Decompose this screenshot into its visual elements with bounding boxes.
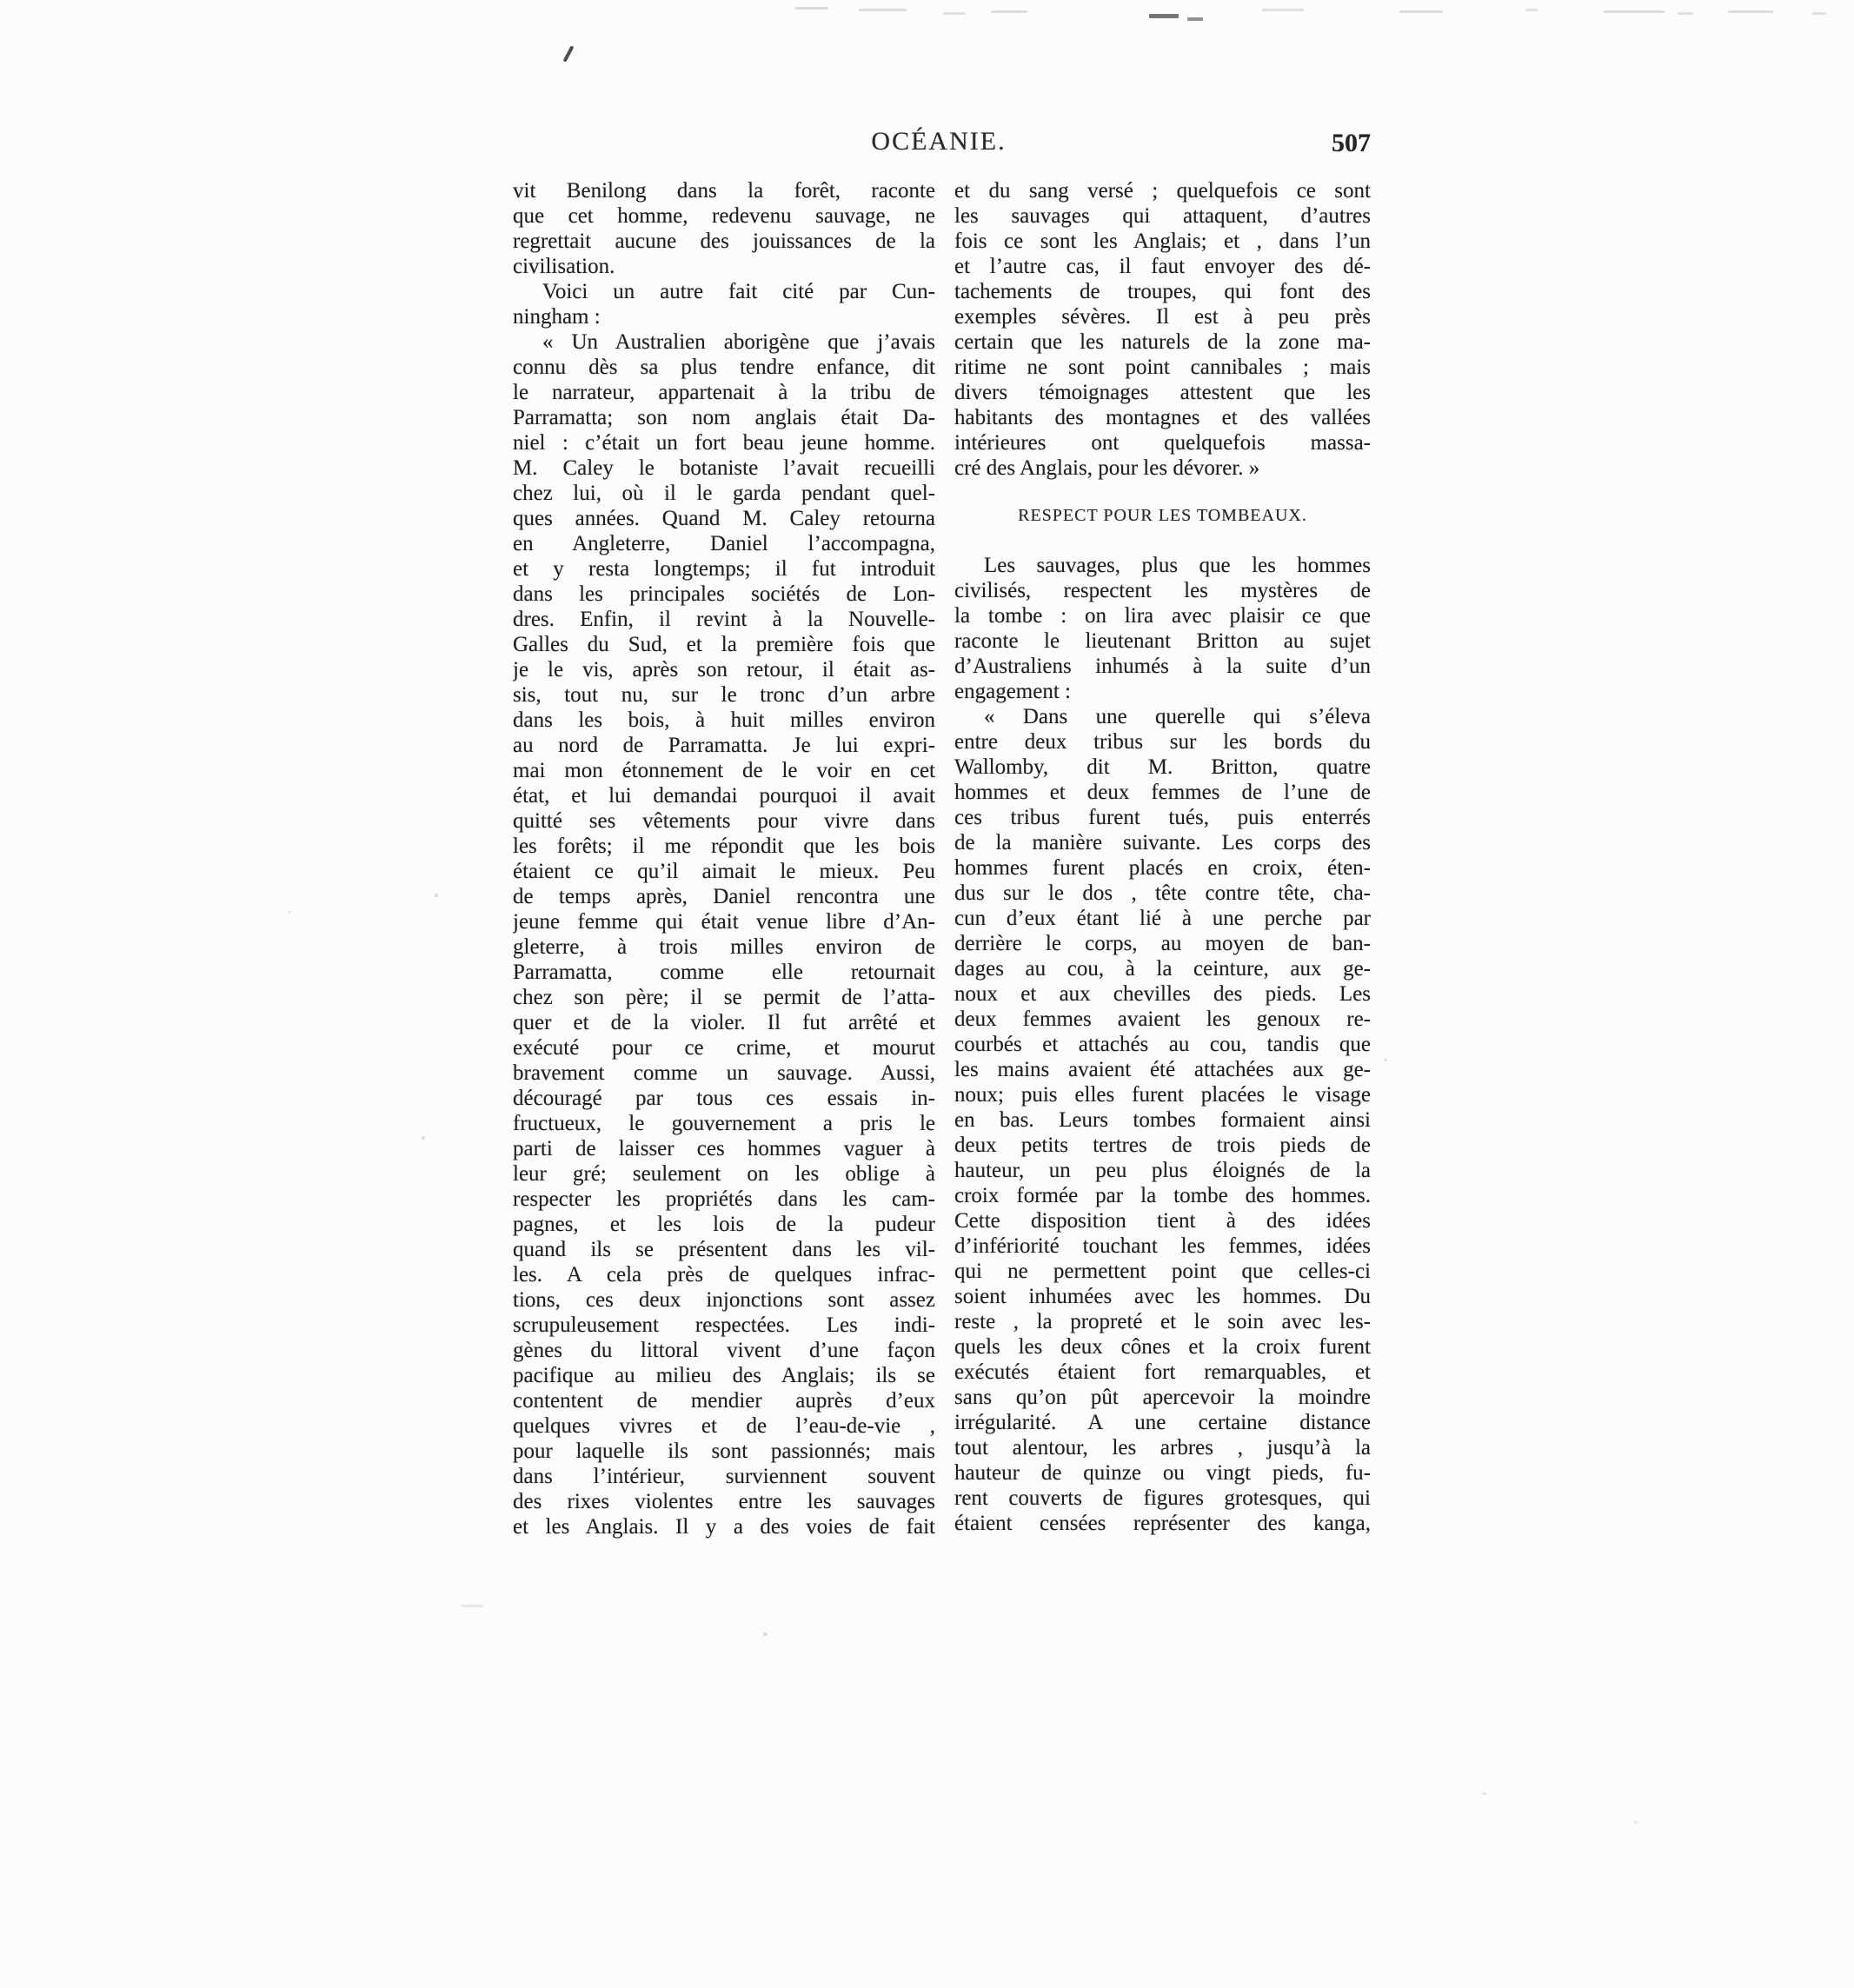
text-line: pour laquelle ils sont passionnés; mais [513, 1439, 935, 1463]
text-line: Parramatta, comme elle retournait [513, 961, 935, 984]
text-line: dres. Enfin, il revint à la Nouvelle- [513, 608, 935, 631]
text-line: gènes du littoral vivent d’une façon [513, 1339, 935, 1362]
text-line: irrégularité. A une certaine distance [954, 1411, 1371, 1434]
text-line: chez son père; il se permit de l’atta- [513, 986, 935, 1009]
paragraph [954, 553, 1371, 704]
ink-tick-mark [563, 45, 575, 63]
text-line: de la manière suivante. Les corps des [954, 831, 1371, 854]
text-line: contentent de mendier auprès d’eux [513, 1389, 935, 1413]
text-line: entre deux tribus sur les bords du [954, 730, 1371, 754]
text-line: de temps après, Daniel rencontra une [513, 885, 935, 908]
text-line: les mains avaient été attachées aux ge- [954, 1058, 1371, 1081]
text-line: au nord de Parramatta. Je lui expri- [513, 734, 935, 757]
text-line: ces tribus furent tués, puis enterrés [954, 806, 1371, 829]
text-line: derrière le corps, au moyen de ban- [954, 932, 1371, 955]
text-line: exécutés étaient fort remarquables, et [954, 1360, 1371, 1384]
text-line: le narrateur, appartenait à la tribu de [513, 381, 935, 404]
text-line: étaient ce qu’il aimait le mieux. Peu [513, 860, 935, 883]
text-line: fructueux, le gouvernement a pris le [513, 1112, 935, 1135]
text-line: bravement comme un sauvage. Aussi, [513, 1061, 935, 1085]
text-line: tachements de troupes, qui font des [954, 280, 1371, 303]
text-line: dages au cou, à la ceinture, aux ge- [954, 957, 1371, 981]
text-line: scrupuleusement respectées. Les indi- [513, 1313, 935, 1337]
paragraph [513, 279, 935, 329]
text-line: deux petits tertres de trois pieds de [954, 1134, 1371, 1157]
text-line: certain que les naturels de la zone ma- [954, 330, 1371, 354]
text-line: engagement : [954, 680, 1071, 703]
text-line: ques années. Quand M. Caley retourna [513, 507, 935, 530]
text-line: Voici un autre fait cité par Cun- [542, 280, 935, 303]
text-line: respecter les propriétés dans les cam- [513, 1187, 935, 1211]
text-line: soient inhumées avec les hommes. Du [954, 1285, 1371, 1308]
text-line: noux; puis elles furent placées le visage [954, 1083, 1371, 1107]
text-line: dans les principales sociétés de Lon- [513, 582, 935, 606]
text-line: hauteur, un peu plus éloignés de la [954, 1159, 1371, 1182]
text-line: cun d’eux étant lié à une perche par [954, 907, 1371, 930]
text-line: hauteur de quinze ou vingt pieds, fu- [954, 1461, 1371, 1485]
text-line: habitants des montagnes et des vallées [954, 406, 1371, 429]
text-line: ritime ne sont point cannibales ; mais [954, 356, 1371, 379]
text-line: noux et aux chevilles des pieds. Les [954, 982, 1371, 1006]
paragraph [513, 178, 935, 279]
text-line: hommes furent placés en croix, éten- [954, 856, 1371, 880]
text-line: civilisés, respectent les mystères de [954, 579, 1371, 602]
text-line: et du sang versé ; quelquefois ce sont [954, 179, 1371, 203]
page-number: 507 [1332, 129, 1371, 157]
text-line: Parramatta; son nom anglais était Da- [513, 406, 935, 429]
text-line: d’Australiens inhumés à la suite d’un [954, 655, 1371, 678]
text-line: vit Benilong dans la forêt, raconte [513, 179, 935, 203]
text-line: dus sur le dos , tête contre tête, cha- [954, 881, 1371, 905]
text-line: dans les bois, à huit milles environ [513, 708, 935, 732]
text-line: jeune femme qui était venue libre d’An- [513, 910, 935, 934]
text-line: exécuté pour ce crime, et mourut [513, 1036, 935, 1060]
text-line: et l’autre cas, il faut envoyer des dé- [954, 255, 1371, 278]
text-line: Wallomby, dit M. Britton, quatre [954, 755, 1371, 779]
text-line: en Angleterre, Daniel l’accompagna, [513, 532, 935, 555]
column-right [954, 178, 1371, 1536]
text-line: raconte le lieutenant Britton au sujet [954, 629, 1371, 653]
text-line: chez lui, où il le garda pendant quel- [513, 482, 935, 505]
text-line: ningham : [513, 305, 601, 329]
text-line: reste , la propreté et le soin avec les- [954, 1310, 1371, 1333]
text-line: la tombe : on lira avec plaisir ce que [954, 604, 1371, 628]
text-line: « Dans une querelle qui s’éleva [984, 705, 1371, 728]
text-line: Galles du Sud, et la première fois que [513, 633, 935, 656]
text-line: hommes et deux femmes de l’une de [954, 781, 1371, 804]
text-line: gleterre, à trois milles environ de [513, 935, 935, 959]
text-line: M. Caley le botaniste l’avait recueilli [513, 456, 935, 480]
text-line: cré des Anglais, pour les dévorer. » [954, 456, 1260, 480]
text-line: sans qu’on pût apercevoir la moindre [954, 1386, 1371, 1409]
text-line: les sauvages qui attaquent, d’autres [954, 204, 1371, 228]
page-title: OCÉANIE. [871, 127, 1007, 156]
text-line: deux femmes avaient les genoux re- [954, 1007, 1371, 1031]
paragraph [954, 704, 1371, 1536]
text-line: les forêts; il me répondit que les bois [513, 834, 935, 858]
text-line: tout alentour, les arbres , jusqu’à la [954, 1436, 1371, 1459]
text-line: en bas. Leurs tombes formaient ainsi [954, 1108, 1371, 1132]
text-line: tions, ces deux injonctions sont assez [513, 1288, 935, 1312]
text-line: que cet homme, redevenu sauvage, ne [513, 204, 935, 228]
text-line: d’infériorité touchant les femmes, idées [954, 1234, 1371, 1258]
text-line: quitté ses vêtements pour vivre dans [513, 809, 935, 833]
column-left [513, 178, 935, 1539]
text-line: courbés et attachés au cou, tandis que [954, 1033, 1371, 1056]
paragraph [954, 178, 1371, 481]
text-line: quand ils se présentent dans les vil- [513, 1238, 935, 1261]
text-line: mai mon étonnement de le voir en cet [513, 759, 935, 782]
text-line: divers témoignages attestent que les [954, 381, 1371, 404]
text-line: intérieures ont quelquefois massa- [954, 431, 1371, 455]
text-line: et y resta longtemps; il fut introduit [513, 557, 935, 581]
text-line: quer et de la violer. Il fut arrêté et [513, 1011, 935, 1034]
text-line: quelques vivres et de l’eau-de-vie , [513, 1414, 935, 1438]
text-line: état, et lui demandai pourquoi il avait [513, 784, 935, 808]
text-line: regrettait aucune des jouissances de la [513, 229, 935, 253]
text-line: pacifique au milieu des Anglais; ils se [513, 1364, 935, 1387]
text-line: pagnes, et les lois de la pudeur [513, 1213, 935, 1236]
text-line: les. A cela près de quelques infrac- [513, 1263, 935, 1287]
text-line: connu dès sa plus tendre enfance, dit [513, 356, 935, 379]
text-line: dans l’intérieur, surviennent souvent [513, 1465, 935, 1488]
text-line: qui ne permettent point que celles-ci [954, 1260, 1371, 1283]
text-line: fois ce sont les Anglais; et , dans l’un [954, 229, 1371, 253]
section-heading: RESPECT POUR LES TOMBEAUX. [1018, 506, 1307, 525]
text-line: et les Anglais. Il y a des voies de fait [513, 1515, 935, 1539]
text-line: Les sauvages, plus que les hommes [984, 554, 1371, 577]
text-line: étaient censées représenter des kanga, [954, 1512, 1371, 1535]
text-line: civilisation. [513, 255, 615, 278]
text-line: exemples sévères. Il est à peu près [954, 305, 1371, 329]
text-line: niel : c’était un fort beau jeune homme. [513, 431, 935, 455]
paragraph [513, 329, 935, 1539]
text-line: croix formée par la tombe des hommes. [954, 1184, 1371, 1207]
text-line: « Un Australien aborigène que j’avais [542, 330, 935, 354]
text-line: parti de laisser ces hommes vaguer à [513, 1137, 935, 1160]
text-line: rent couverts de figures grotesques, qui [954, 1486, 1371, 1510]
text-line: je le vis, après son retour, il était as- [513, 658, 935, 682]
text-line: leur gré; seulement on les oblige à [513, 1162, 935, 1186]
text-line: sis, tout nu, sur le tronc d’un arbre [513, 683, 935, 707]
text-line: Cette disposition tient à des idées [954, 1209, 1371, 1233]
text-line: quels les deux cônes et la croix furent [954, 1335, 1371, 1359]
text-line: des rixes violentes entre les sauvages [513, 1490, 935, 1513]
text-line: découragé par tous ces essais in- [513, 1087, 935, 1110]
